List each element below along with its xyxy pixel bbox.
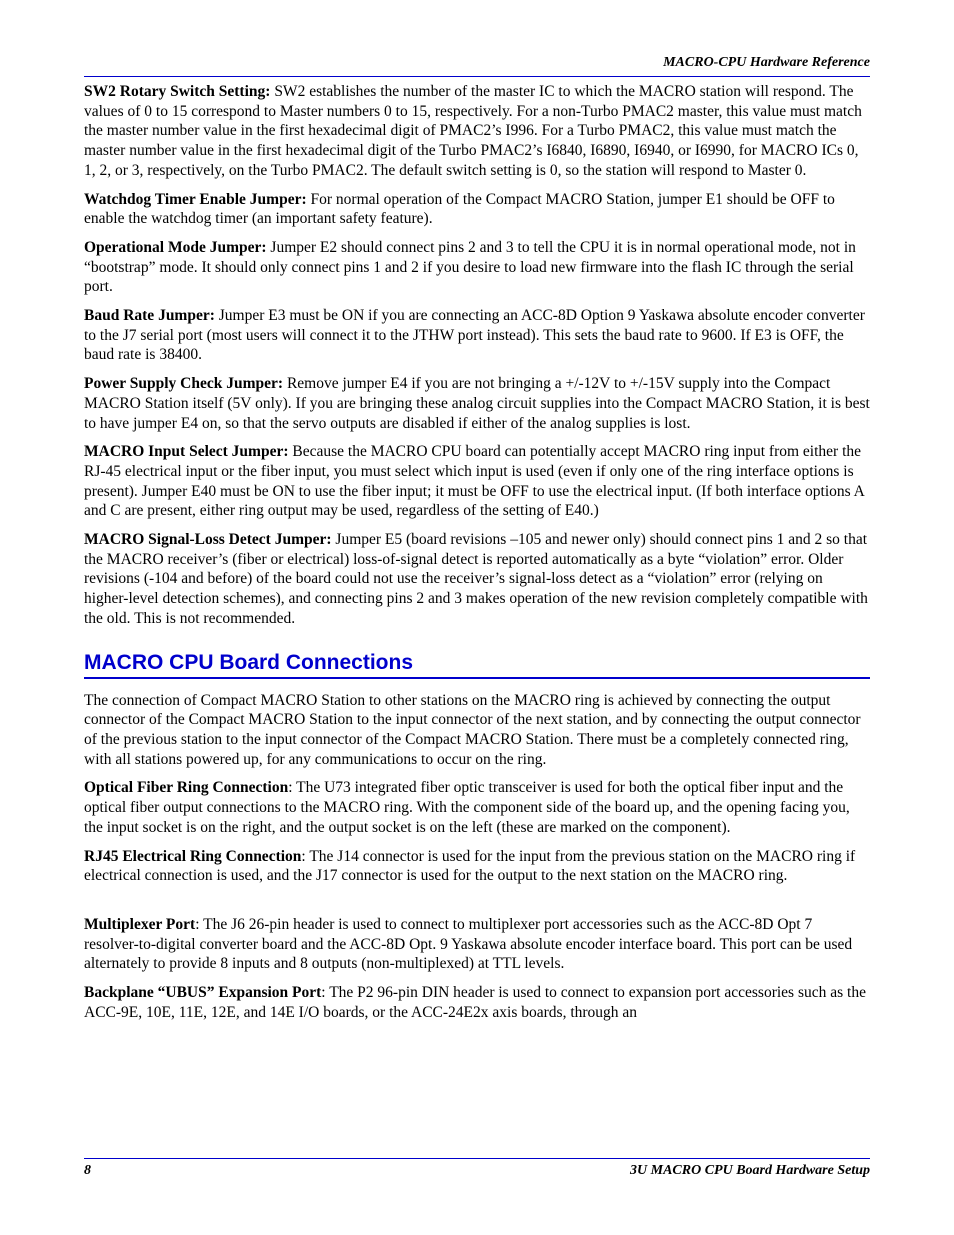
section-intro: The connection of Compact MACRO Station to other stations on the MACRO ring is achieved by connecting the output connector of the Compact MACRO Station to the input connector of the next station, and by connecting the output connector of the previous station to the input connector of the Compact MACRO Station. There must be a completely connected ring, with all stations powered up, for any communications to occur on the ring.: [84, 691, 861, 768]
paragraph-label: SW2 Rotary Switch Setting:: [84, 83, 271, 100]
paragraph-text: Remove jumper E4 if you are not bringing a +/-12V to +/-15V supply into the Compact MACRO Station itself (5V only). If you are bringing these analog circuit supplies into the Compact MACRO Station, it is best to have jumper E4 on, so that the servo outputs are disabled if either of the analog supplies is lost.: [84, 375, 870, 432]
paragraph-text: : The J6 26-pin header is used to connect to multiplexer port accessories such as the ACC-8D Opt 7 resolver-to-digital converter board and the ACC-8D Opt. 9 Yaskawa absolute encoder interface board. This port can be used alternately to provide 8 inputs and 8 outputs (non-multiplexed) at TTL levels.: [84, 915, 853, 973]
paragraph-label: Watchdog Timer Enable Jumper:: [84, 190, 307, 208]
paragraph-multiplexer: [84, 915, 870, 974]
paragraph-optical-fiber: [84, 778, 870, 837]
paragraph-label: Optical Fiber Ring Connection: [84, 779, 289, 797]
paragraph-text: Jumper E5 (board revisions –105 and newer only) should connect pins 1 and 2 so that the MACRO receiver’s (fiber or electrical) loss-of-signal detect is reported automatically as a byte “violation” error. Older revisions (-104 and before) of the board could not use the receiver’s signal-loss detect as a “violation” error (relying on higher-level detection schemes), and connecting pins 2 and 3 makes operation of the new revision completely compatible with the old. This is not recommended.: [84, 531, 868, 627]
spacer: [84, 895, 870, 915]
page-header: [84, 55, 870, 77]
paragraph-label: Backplane “UBUS” Expansion Port: [84, 984, 322, 1002]
paragraph-label: MACRO Signal-Loss Detect Jumper:: [84, 531, 332, 549]
page-footer: [84, 1158, 870, 1179]
paragraph-label: Power Supply Check Jumper:: [84, 375, 284, 393]
header-title: MACRO-CPU Hardware Reference: [663, 55, 870, 70]
paragraph-text: : The U73 integrated fiber optic transceiver is used for both the optical fiber input and the optical fiber output connections to the MACRO ring. With the component side of the board up, and the opening facing you, the input socket is on the right, and the output socket is on the left (these are marked on the component).: [84, 779, 850, 836]
paragraph-ubus: [84, 983, 870, 1022]
page-content: [84, 82, 870, 1031]
paragraph-text: For normal operation of the Compact MACRO Station, jumper E1 should be OFF to enable the watchdog timer (an important safety feature).: [84, 190, 835, 228]
paragraph-text: SW2 establishes the number of the master IC to which the MACRO station will respond. The values of 0 to 15 correspond to Master numbers 0 to 15, respectively. For a non-Turbo PMAC2 master, this value must match the master number value in the first hexadecimal digit of PMAC2’s I996. For a Turbo PMAC2, this value must match the master number value in the first hexadecimal digit of the Turbo PMAC2’s I6840, I6890, I6940, or I6990, for MACRO ICs 0, 1, 2, or 3, respectively, on the Turbo PMAC2. The default switch setting is 0, so the station will respond to Master 0.: [84, 83, 862, 179]
paragraph-label: MACRO Input Select Jumper:: [84, 443, 289, 461]
footer-title: 3U MACRO CPU Board Hardware Setup: [630, 1163, 870, 1178]
paragraph-rj45: [84, 847, 870, 886]
paragraph-sw2: [84, 82, 870, 181]
paragraph-label: Operational Mode Jumper:: [84, 238, 267, 256]
paragraph-baud-rate: [84, 306, 870, 365]
paragraph-label: RJ45 Electrical Ring Connection: [84, 847, 302, 865]
paragraph-signal-loss: [84, 530, 870, 629]
paragraph-power-supply: [84, 374, 870, 433]
paragraph-watchdog: [84, 190, 870, 229]
paragraph-label: Multiplexer Port: [84, 915, 196, 933]
paragraph-text: Jumper E3 must be ON if you are connecting an ACC-8D Option 9 Yaskawa absolute encoder converter to the J7 serial port (most users will connect it to the JTHW port instead). This sets the baud rate to 9600. If E3 is OFF, the baud rate is 38400.: [84, 307, 865, 364]
page-number: 8: [84, 1163, 91, 1178]
paragraph-input-select: [84, 442, 870, 521]
paragraph-text: : The P2 96-pin DIN header is used to connect to expansion port accessories such as the ACC-9E, 10E, 11E, 12E, and 14E I/O boards, or the ACC-24E2x axis boards, through an: [84, 984, 866, 1021]
section-heading: MACRO CPU Board Connections: [84, 650, 870, 679]
paragraph-operational-mode: [84, 238, 870, 297]
paragraph-text: : The J14 connector is used for the input from the previous station on the MACRO ring if electrical connection is used, and the J17 connector is used for the output to the next station on the MACRO ring.: [84, 847, 856, 885]
paragraph-text: Jumper E2 should connect pins 2 and 3 to tell the CPU it is in normal operational mode, not in “bootstrap” mode. It should only connect pins 1 and 2 if you desire to load new firmware into the flash IC through the serial port.: [84, 238, 856, 296]
paragraph-text: Because the MACRO CPU board can potentially accept MACRO ring input from either the RJ-45 electrical input or the fiber input, you must select which input is used (even if only one of the ring interface options is present). Jumper E40 must be ON to use the fiber input; it must be OFF to use the electrical input. (If both interface options A and C are present, either ring output may be used, regardless of the setting of E40.): [84, 443, 865, 520]
paragraph-label: Baud Rate Jumper:: [84, 307, 215, 325]
